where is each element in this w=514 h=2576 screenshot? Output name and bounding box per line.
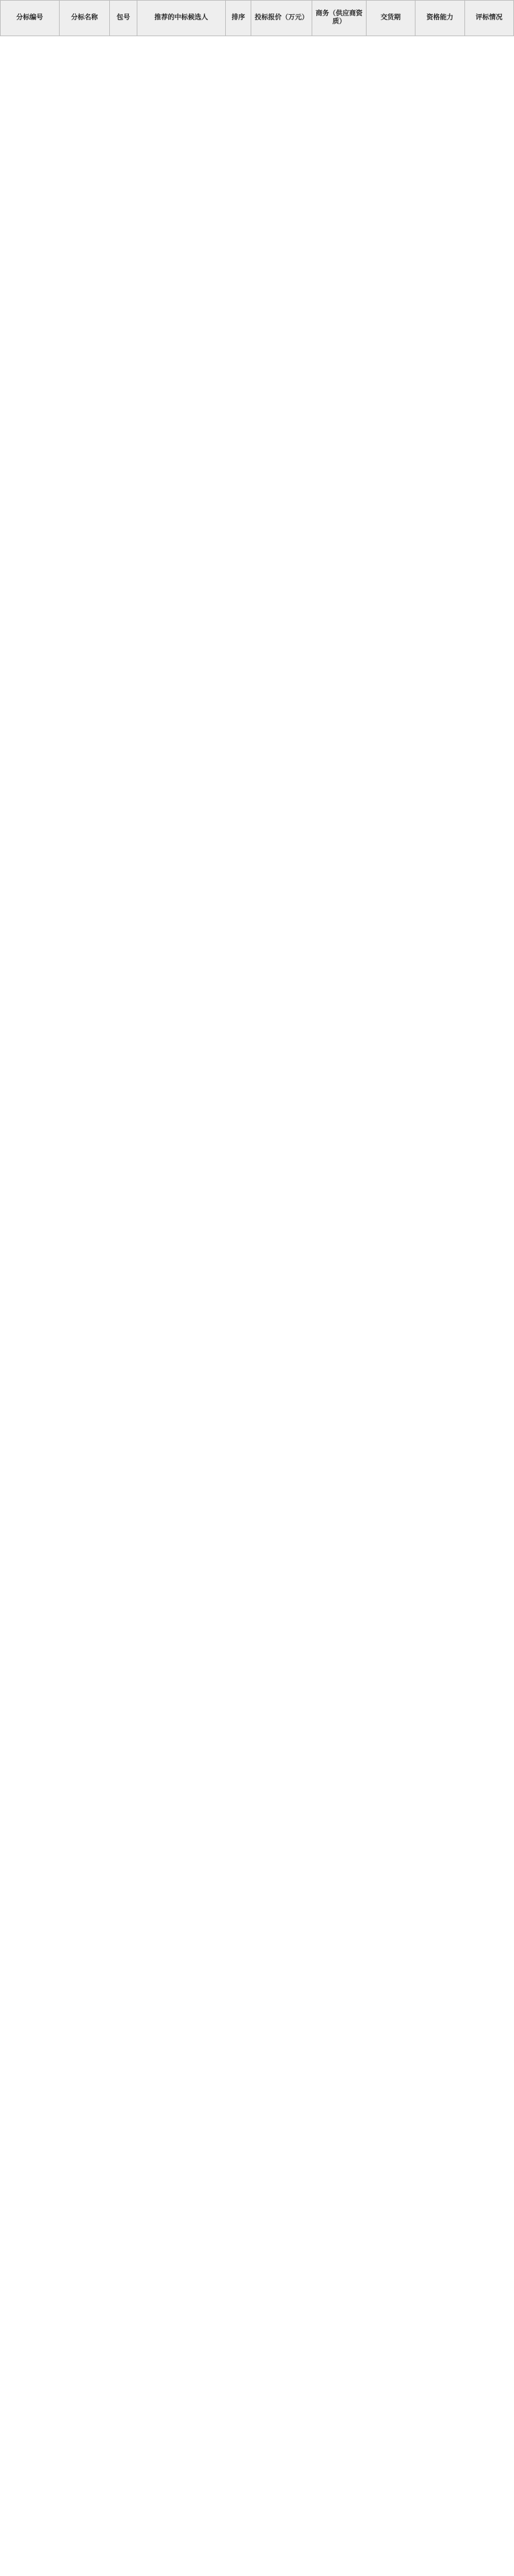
header-cell-package-no: 包号: [110, 1, 137, 36]
header-cell-commercial: 商务（供应商资质）: [312, 1, 367, 36]
header-row: [1, 1, 514, 36]
table-header: [1, 1, 514, 36]
header-cell-evaluation: 评标情况: [464, 1, 513, 36]
header-cell-candidate: 推荐的中标候选人: [137, 1, 226, 36]
bid-results-table: [0, 0, 514, 36]
header-cell-delivery: 交货期: [366, 1, 415, 36]
header-cell-lot-code: 分标编号: [1, 1, 60, 36]
header-cell-bid-price: 投标报价（万元）: [251, 1, 312, 36]
header-cell-qualification: 资格能力: [415, 1, 464, 36]
header-cell-rank: 排序: [226, 1, 251, 36]
header-cell-lot-name: 分标名称: [59, 1, 110, 36]
